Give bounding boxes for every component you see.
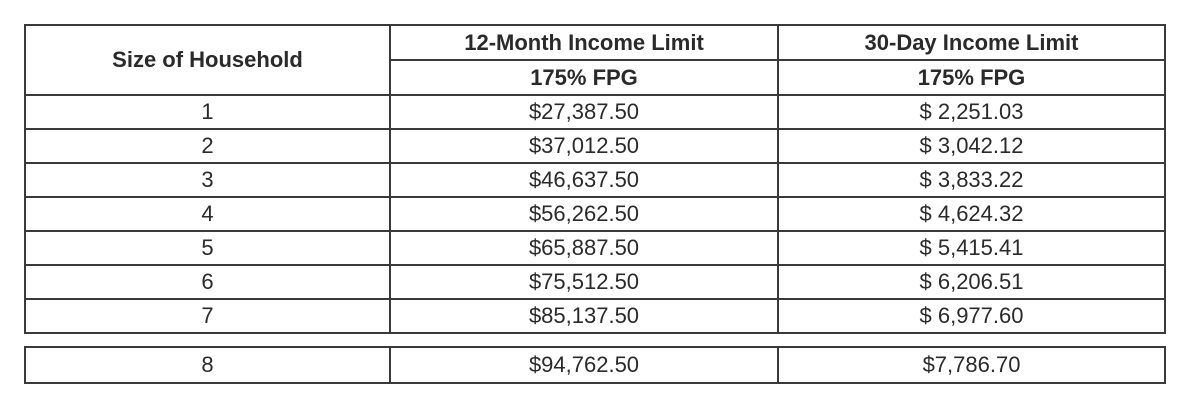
twelve-month-limit-cell: $94,762.50: [390, 347, 778, 383]
twelve-month-limit-cell: $56,262.50: [390, 197, 778, 231]
table-row: [25, 197, 1165, 231]
table-row: [25, 265, 1165, 299]
household-size-cell: 8: [25, 347, 390, 383]
header-30-day-income-limit: 30-Day Income Limit: [778, 25, 1165, 60]
household-size-cell: 1: [25, 95, 390, 129]
header-30-day-fpg: 175% FPG: [778, 60, 1165, 95]
header-12-month-fpg: 175% FPG: [390, 60, 778, 95]
thirty-day-limit-cell: $ 4,624.32: [778, 197, 1165, 231]
twelve-month-limit-cell: $75,512.50: [390, 265, 778, 299]
household-size-cell: 2: [25, 129, 390, 163]
household-size-cell: 3: [25, 163, 390, 197]
thirty-day-limit-cell: $ 3,042.12: [778, 129, 1165, 163]
table-row: [25, 163, 1165, 197]
thirty-day-limit-cell: $ 6,977.60: [778, 299, 1165, 333]
table-row: [25, 299, 1165, 333]
table-row: [25, 129, 1165, 163]
income-limit-table: [24, 24, 1166, 334]
twelve-month-limit-cell: $37,012.50: [390, 129, 778, 163]
thirty-day-limit-cell: $7,786.70: [778, 347, 1165, 383]
thirty-day-limit-cell: $ 5,415.41: [778, 231, 1165, 265]
twelve-month-limit-cell: $85,137.50: [390, 299, 778, 333]
twelve-month-limit-cell: $27,387.50: [390, 95, 778, 129]
twelve-month-limit-cell: $46,637.50: [390, 163, 778, 197]
table-row: [25, 231, 1165, 265]
household-size-cell: 4: [25, 197, 390, 231]
table-row: [25, 95, 1165, 129]
header-size-of-household: Size of Household: [25, 25, 390, 95]
household-size-cell: 5: [25, 231, 390, 265]
thirty-day-limit-cell: $ 2,251.03: [778, 95, 1165, 129]
header-12-month-income-limit: 12-Month Income Limit: [390, 25, 778, 60]
household-size-cell: 7: [25, 299, 390, 333]
twelve-month-limit-cell: $65,887.50: [390, 231, 778, 265]
income-limit-table-last-row: [24, 346, 1166, 384]
table-row: [25, 347, 1165, 383]
thirty-day-limit-cell: $ 6,206.51: [778, 265, 1165, 299]
household-size-cell: 6: [25, 265, 390, 299]
thirty-day-limit-cell: $ 3,833.22: [778, 163, 1165, 197]
